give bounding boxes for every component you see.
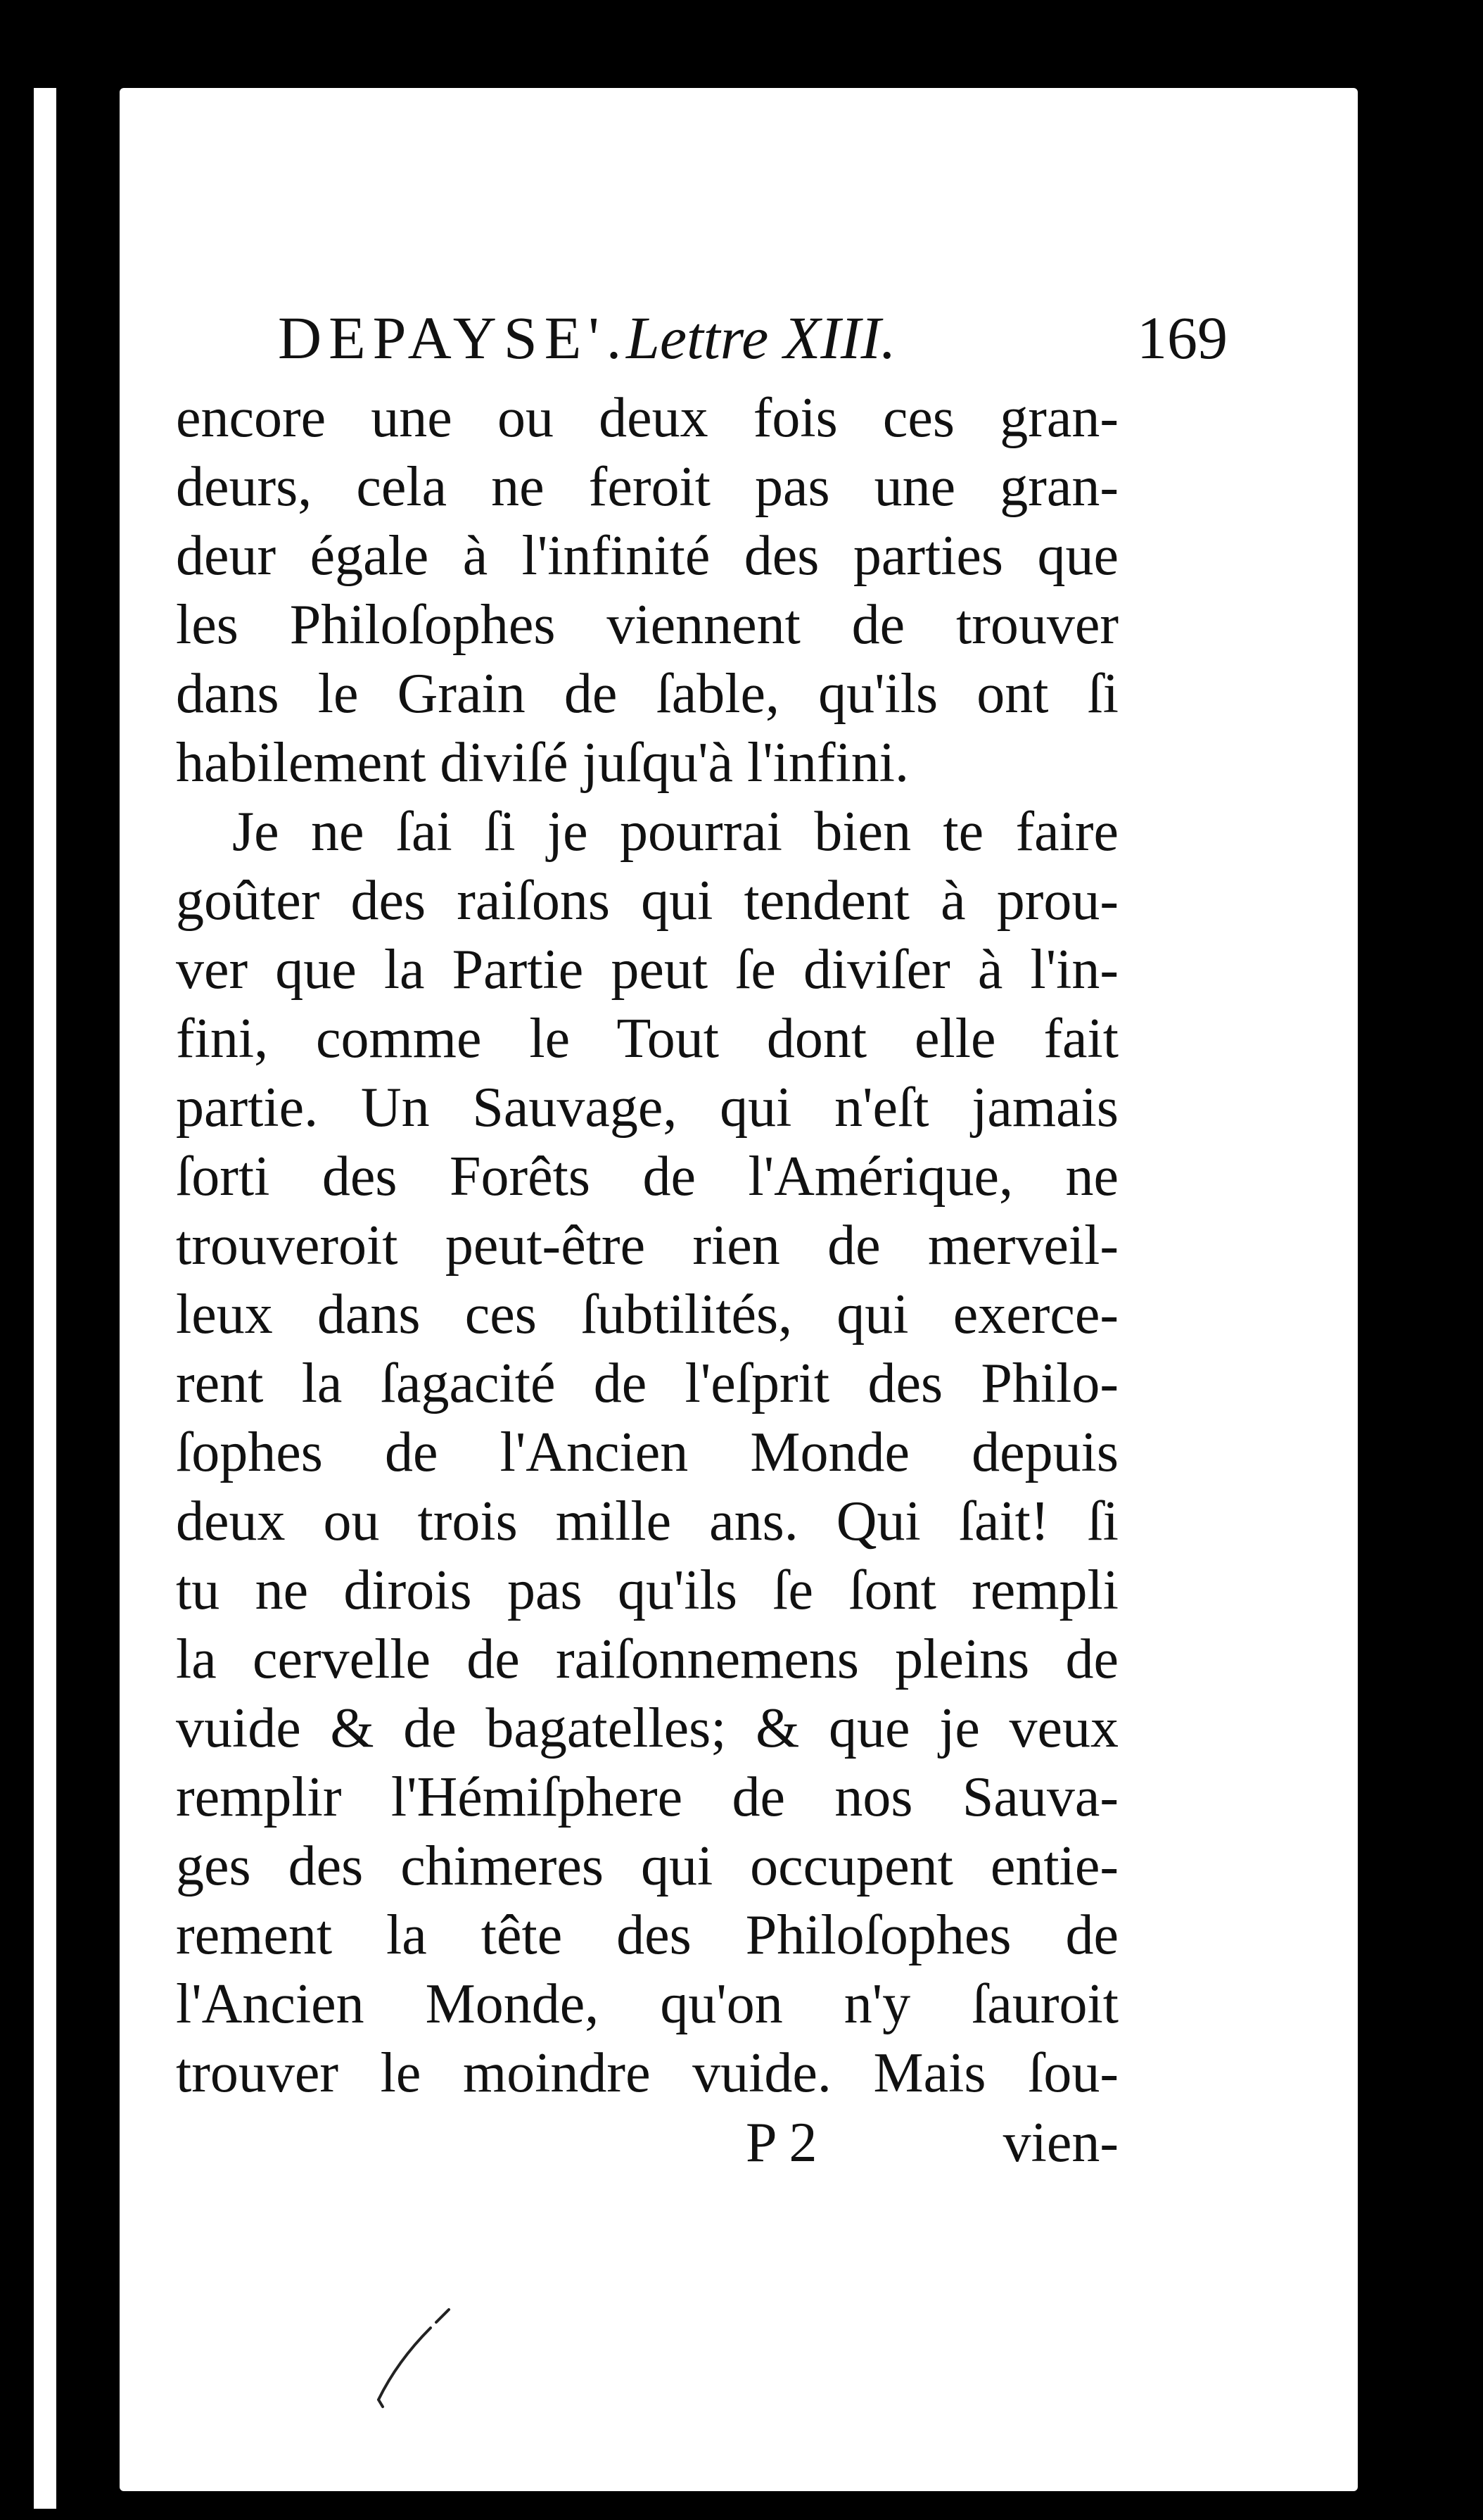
text-line: ges des chimeres qui occupent entie-: [176, 1835, 1119, 1897]
paragraph-start-line: Je ne ſai ſi je pourrai bien te faire: [232, 801, 1119, 863]
running-header: [278, 303, 1228, 387]
text-line: deurs, cela ne feroit pas une gran-: [176, 456, 1119, 518]
text-line: trouveroit peut-être rien de merveil-: [176, 1215, 1119, 1277]
text-line: encore une ou deux fois ces gran-: [176, 387, 1119, 449]
text-line: l'Ancien Monde, qu'on n'y ſauroit: [176, 1973, 1119, 2035]
text-line: les Philoſophes viennent de trouver: [176, 594, 1119, 656]
text-line: vuide & de bagatelles; & que je veux: [176, 1697, 1119, 1759]
text-line: ſorti des Forêts de l'Amérique, ne: [176, 1146, 1119, 1208]
text-line: deux ou trois mille ans. Qui ſait! ſi: [176, 1490, 1119, 1552]
page-number: 169: [1137, 304, 1228, 372]
text-line: goûter des raiſons qui tendent à prou-: [176, 870, 1119, 932]
text-line: remplir l'Hémiſphere de nos Sauva-: [176, 1766, 1119, 1828]
catchword: vien-: [1003, 2112, 1119, 2174]
text-line: trouver le moindre vuide. Mais ſou-: [176, 2042, 1119, 2104]
running-title: DEPAYSE'.: [278, 304, 629, 372]
text-line: ver que la Partie peut ſe diviſer à l'in-: [176, 939, 1119, 1001]
text-line: deur égale à l'infinité des parties que: [176, 525, 1119, 587]
page-footer: [176, 2111, 1119, 2189]
pen-stroke-mark: [366, 2301, 457, 2414]
text-line: la cervelle de raiſonnemens pleins de: [176, 1628, 1119, 1690]
text-line: rent la ſagacité de l'eſprit des Philo-: [176, 1353, 1119, 1414]
body-text: [176, 384, 1119, 2108]
text-line: habilement diviſé juſqu'à l'infini.: [176, 732, 909, 794]
signature-mark: P 2: [746, 2112, 817, 2174]
letter-reference: Lettre XIII.: [626, 304, 896, 372]
text-line: dans le Grain de ſable, qu'ils ont ſi: [176, 663, 1119, 725]
text-line: rement la tête des Philoſophes de: [176, 1904, 1119, 1966]
adjacent-page-edge: [34, 88, 56, 2509]
text-line: fini, comme le Tout dont elle fait: [176, 1008, 1119, 1070]
text-line: tu ne dirois pas qu'ils ſe ſont rempli: [176, 1559, 1119, 1621]
text-line: partie. Un Sauvage, qui n'eſt jamais: [176, 1077, 1119, 1139]
text-line: leux dans ces ſubtilités, qui exerce-: [176, 1284, 1119, 1346]
text-line: ſophes de l'Ancien Monde depuis: [176, 1422, 1119, 1483]
